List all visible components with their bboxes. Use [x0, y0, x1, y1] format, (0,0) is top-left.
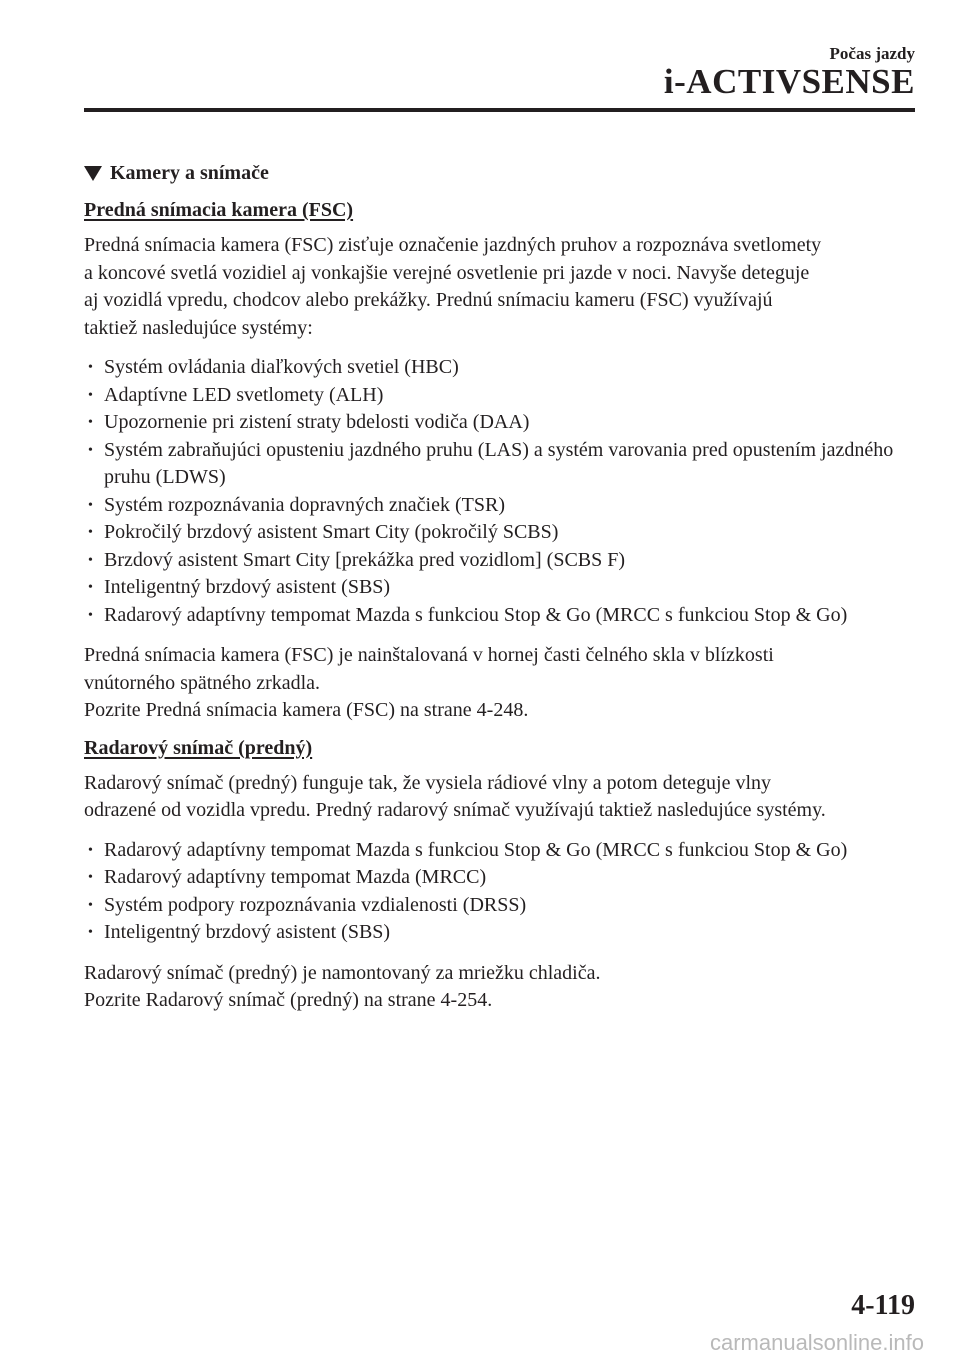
list-item: • Adaptívne LED svetlomety (ALH): [88, 383, 384, 406]
list-item: • Upozornenie pri zistení straty bdelosti vodiča (DAA): [88, 411, 530, 433]
list-item: • Brzdový asistent Smart City [prekážka pred vozidlom] (SCBS F): [88, 548, 626, 571]
list-item: • Systém rozpoznávania dopravných značiek (TSR): [88, 493, 505, 516]
list-item-text: Systém ovládania diaľkových svetiel (HBC): [104, 356, 459, 378]
page-title: i-ACTIVSENSE: [663, 62, 915, 101]
radar-intro: [84, 770, 916, 825]
list-item: • Systém podpory rozpoznávania vzdialenosti (DRSS): [88, 893, 527, 916]
list-item: • Inteligentný brzdový asistent (SBS): [88, 921, 391, 943]
text-line: vnútorného spätného zrkadla.: [84, 671, 321, 694]
list-item-text: Radarový adaptívny tempomat Mazda (MRCC): [104, 866, 487, 888]
list-item-text: Inteligentný brzdový asistent (SBS): [104, 921, 391, 943]
list-item: • Radarový adaptívny tempomat Mazda s funkciou Stop & Go (MRCC s funkciou Stop & Go): [88, 838, 848, 861]
text-line: Pozrite Radarový snímač (predný) na strane 4-254.: [84, 989, 493, 1011]
text-line: a koncové svetlá vozidiel aj vonkajšie verejné osvetlenie pri jazde v noci. Navyše deteguje: [84, 261, 810, 284]
list-item: • Radarový adaptívny tempomat Mazda (MRCC): [88, 866, 487, 888]
page-number: 4-119: [851, 1290, 915, 1321]
text-line: Radarový snímač (predný) funguje tak, že vysiela rádiové vlny a potom deteguje vlny: [84, 771, 772, 794]
text-line: Pozrite Predná snímacia kamera (FSC) na strane 4-248.: [84, 699, 529, 721]
list-item-text: Systém rozpoznávania dopravných značiek (TSR): [104, 493, 505, 516]
list-item-text: Brzdový asistent Smart City [prekážka pred vozidlom] (SCBS F): [104, 548, 626, 571]
text-line: Predná snímacia kamera (FSC) je nainštalovaná v hornej časti čelného skla v blízkosti: [84, 644, 774, 666]
list-item-text: Radarový adaptívny tempomat Mazda s funkciou Stop & Go (MRCC s funkciou Stop & Go): [104, 838, 848, 861]
watermark: carmanualsonline.info: [709, 1330, 924, 1355]
section-title: Kamery a snímače: [110, 162, 269, 184]
fsc-location: [84, 642, 916, 725]
list-item-text: Systém podpory rozpoznávania vzdialenosti (DRSS): [104, 893, 527, 916]
triangle-down-icon: [84, 166, 102, 181]
list-item: • Systém ovládania diaľkových svetiel (HBC): [88, 356, 459, 378]
fsc-heading: Predná snímacia kamera (FSC): [84, 199, 354, 221]
radar-systems-list: [84, 837, 916, 947]
text-line: aj vozidlá vpredu, chodcov alebo prekážky. Prednú snímaciu kameru (FSC) využívajú: [84, 289, 773, 311]
header-divider: [84, 108, 915, 112]
list-item-text: Upozornenie pri zistení straty bdelosti vodiča (DAA): [104, 411, 530, 433]
text-line: taktiež nasledujúce systémy:: [84, 316, 313, 339]
fsc-intro: [84, 232, 916, 342]
list-item: • Pokročilý brzdový asistent Smart City (pokročilý SCBS): [88, 521, 559, 543]
main-content: [84, 162, 916, 1027]
list-item-text: Pokročilý brzdový asistent Smart City (pokročilý SCBS): [104, 521, 559, 543]
text-line: odrazené od vozidla vpredu. Predný radarový snímač využívajú taktiež nasledujúce systémy.: [84, 799, 826, 821]
chapter-label: Počas jazdy: [829, 44, 915, 63]
section-heading: [84, 162, 916, 185]
radar-heading: Radarový snímač (predný): [84, 736, 313, 759]
radar-location: [84, 960, 916, 1015]
list-item-text: Radarový adaptívny tempomat Mazda s funkciou Stop & Go (MRCC s funkciou Stop & Go): [104, 603, 848, 626]
list-item-text: Inteligentný brzdový asistent (SBS): [104, 576, 391, 598]
list-item: • Inteligentný brzdový asistent (SBS): [88, 576, 391, 598]
fsc-systems-list: [84, 354, 916, 629]
text-line: Predná snímacia kamera (FSC) zisťuje označenie jazdných pruhov a rozpoznáva svetlomety: [84, 234, 822, 256]
list-item: • Systém zabraňujúci opusteniu jazdného pruhu (LAS) a systém varovania pred opustením jazdného pruhu (LDWS): [88, 438, 894, 488]
list-item-text: Adaptívne LED svetlomety (ALH): [104, 383, 384, 406]
list-item-text: Systém zabraňujúci opusteniu jazdného pruhu (LAS) a systém varovania pred opustením jazdného pruhu (LDWS): [104, 438, 894, 488]
text-line: Radarový snímač (predný) je namontovaný za mriežku chladiča.: [84, 961, 601, 984]
list-item: • Radarový adaptívny tempomat Mazda s funkciou Stop & Go (MRCC s funkciou Stop & Go): [88, 603, 848, 626]
